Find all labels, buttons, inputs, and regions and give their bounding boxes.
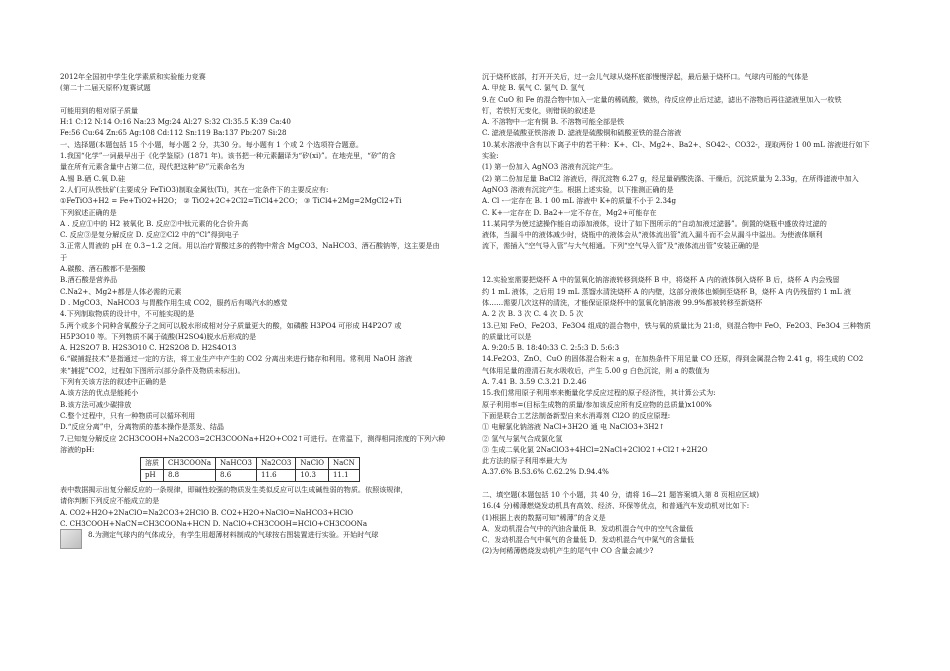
- text-line: 液体，当漏斗中的液体减少时，烧瓶中的液体会从“液体流出管”流入漏斗而不会从漏斗中溢出。为使液体顺利: [482, 230, 823, 240]
- text-line: 下列有关该方法的叙述中正确的是: [60, 377, 167, 387]
- table-cell: 10.3: [296, 470, 329, 482]
- text-line: 9.在 CuO 和 Fe 的混合物中加入一定量的稀硫酸，微热，待反应停止后过滤，滤出不溶物后再往滤液里加入一枚铁: [482, 94, 842, 104]
- text-line: B.酒石酸是营养品: [60, 275, 118, 285]
- table-cell: NaClO: [296, 458, 329, 470]
- text-line: 沉于烧杯底部，打开开关后，过一会儿气球从烧杯底部慢慢浮起，最后悬于烧杯口。气球内可能的气体是: [482, 72, 809, 81]
- text-line: H5P3O10 等。下列物质不属于硫酸(H2SO4)脱水后形成的是: [60, 331, 257, 341]
- text-line: 实验:: [482, 151, 499, 161]
- text-line: (1)根据上表的数据可知“稀薄”的含义是: [482, 512, 606, 522]
- text-line: A.锡 B.硒 C.氧 D.硅: [60, 173, 126, 183]
- text-line: C. CH3COOH+NaCN=CH3COONa+HCN D. NaClO+CH3COOH=HClO+CH3COONa: [60, 518, 368, 528]
- text-line: 流下，需插入“空气导入管”与大气相通。下列“空气导入管”及“液体流出管”安装正确的是: [482, 241, 760, 251]
- table-cell: 11.1: [328, 470, 359, 482]
- text-line: A.该方法的优点是能耗小: [60, 388, 139, 398]
- text-line: 请你判断下列反应不能成立的是: [60, 496, 160, 506]
- text-line: A. 不溶物中一定有铜 B. 不溶物可能全部是铁: [482, 117, 625, 127]
- text-line: 12.实验室需要把烧杯 A 中的氢氧化钠溶液转移到烧杯 B 中，将烧杯 A 内的液体倒入烧杯 B 后，烧杯 A 内会残留: [482, 275, 840, 285]
- text-line: [482, 478, 894, 489]
- right-column: [482, 71, 894, 557]
- ph-table: [140, 457, 360, 482]
- text-line: 约 1 mL 液体，之后用 19 mL 蒸馏水清洗烧杯 A 的内壁，这部分液体也倾倒至烧杯 B，烧杯 A 内仍残留约 1 mL 液: [482, 286, 851, 296]
- text-line: D . MgCO3、NaHCO3 与胃酸作用生成 CO2，服药后有喝汽水的感觉: [60, 297, 288, 307]
- text-line: C. K+一定存在 D. Ba2+一定不存在，Mg2+可能存在: [482, 207, 657, 217]
- question-8-row: [60, 529, 472, 549]
- text-line: A. 9:20:5 B. 18:40:33 C. 2:5:3 D. 5:6:3: [482, 343, 620, 353]
- text-line: 15.我们常用原子利用率来衡量化学反应过程的原子经济性，其计算公式为:: [482, 388, 716, 398]
- text-line: (第二十二届天原杯)复赛试题: [60, 83, 151, 93]
- text-line: A. H2S2O7 B. H2S3O10 C. H2S2O8 D. H2S4O13: [60, 343, 237, 353]
- text-line: 钉，若铁钉无变化，则错误的叙述是: [482, 105, 596, 115]
- text-line: 3.正常人胃液的 pH 在 0.3~1.2 之间。用以治疗胃酸过多的药物中常含 MgCO3、NaHCO3、酒石酸钠等，这主要是由: [60, 241, 440, 251]
- text-line: 1.我国“化学”一词最早出于《化学鉴原》(1871 年)。该书把一种元素翻译为“矽(xi)”。在地壳里，“矽”的含: [60, 151, 396, 161]
- right-text-block: [482, 71, 894, 557]
- text-line: ①FeTiO3+H2 = Fe+TiO2+H2O； ② TiO2+2C+2Cl2=TiCl4+2CO； ③ TiCl4+2Mg=2MgCl2+Ti: [60, 196, 402, 206]
- text-line: ① 电解氯化钠溶液 NaCl+3H2O 通 电 NaClO3+3H2↑: [482, 422, 665, 432]
- text-line: 表中数据揭示出复分解反应的一条规律，即碱性较强的物质发生类似反应可以生成碱性弱的物质。依照该规律，: [60, 485, 408, 495]
- text-line: 2.人们可从铁钛矿(主要成分 FeTiO3)制取金属钛(Ti)，其在一定条件下的主要反应有:: [60, 184, 329, 194]
- question-8-text: 8.为测定气球内的气体成分，有学生用超薄材料制成的气球按右图装置进行实验。开始时气球: [88, 530, 379, 540]
- text-line: 下列叙述正确的是: [60, 207, 117, 217]
- ph-table-value-row: [141, 470, 360, 482]
- text-line: 6.“碳捕捉技术”是指通过一定的方法，将工业生产中产生的 CO2 分离出来进行储存和利用。常利用 NaOH 溶液: [60, 354, 413, 364]
- text-line: 4.下列制取物质的设计中，不可能实现的是: [60, 309, 195, 319]
- text-line: A.37.6% B.53.6% C.62.2% D.94.4%: [482, 467, 609, 477]
- text-line: 溶液的pH:: [60, 444, 95, 454]
- text-line: A.碳酸、酒石酸都不是强酸: [60, 264, 146, 274]
- text-line: A. 7.41 B. 3.59 C.3.21 D.2.46: [482, 377, 587, 387]
- text-line: 体……需要几次这样的清洗，才能保证原烧杯中的氢氧化钠溶液 99.9%都被转移至新烧杯: [482, 297, 763, 307]
- text-line: (2) 第二份加足量 BaCl2 溶液后，得沉淀物 6.27 g，经足量硝酸洗涤、干燥后，沉淀质量为 2.33g，在所得滤液中加入: [482, 173, 859, 183]
- left-column: [60, 71, 472, 549]
- text-line: 下面是联合工艺法制备新型自来水消毒剂 Cl2O 的反应原理:: [482, 410, 671, 420]
- text-line: A. 甲烷 B. 氧气 C. 氯气 D. 氢气: [482, 83, 585, 93]
- text-line: 16.(4 分)稀薄燃烧发动机具有高效、经济、环保等优点，和普通汽车发动机对比如下:: [482, 501, 750, 511]
- text-line: 13.已知 FeO、Fe2O3、Fe3O4 组成的混合物中，铁与氧的质量比为 21:8，则混合物中 FeO、Fe2O3、Fe3O4 三种物质: [482, 320, 871, 330]
- text-line: A．发动机混合气中的汽油含量低 B．发动机混合气中的空气含量低: [482, 523, 694, 533]
- text-line: C.整个过程中，只有一种物质可以循环利用: [60, 410, 196, 420]
- text-line: A. 2 次 B. 3 次 C. 4 次 D. 5 次: [482, 309, 584, 319]
- text-line: A . 反应①中的 H2 被氧化 B. 反应②中钛元素的化合价升高: [60, 218, 249, 228]
- text-line: 量在所有元素含量中占第二位，现代把这种“矽”元素命名为: [60, 162, 245, 172]
- text-line: B.该方法可减少碳排放: [60, 399, 132, 409]
- table-cell: 8.8: [164, 470, 216, 482]
- text-line: H:1 C:12 N:14 O:16 Na:23 Mg:24 Al:27 S:32 Cl:35.5 K:39 Ca:40: [60, 117, 291, 127]
- text-line: C．发动机混合气中氧气的含量低 D．发动机混合气中氮气的含量低: [482, 535, 694, 545]
- ph-table-wrapper: [140, 457, 472, 482]
- table-cell: NaCN: [328, 458, 359, 470]
- text-line: 气体用足量的澄清石灰水吸收后，产生 5.00 g 白色沉淀，则 a 的数值为: [482, 365, 710, 375]
- broken-image-icon: [60, 529, 82, 549]
- table-cell: 8.6: [216, 470, 257, 482]
- table-cell: 溶质: [141, 458, 164, 470]
- text-line: [482, 252, 894, 263]
- text-line: 的质量比可以是: [482, 331, 532, 341]
- text-line: 来“捕捉”CO2，过程如下图所示(部分条件及物质未标出)。: [60, 365, 245, 375]
- table-cell: 11.6: [257, 470, 296, 482]
- text-line: Fe:56 Cu:64 Zn:65 Ag:108 Cd:112 Sn:119 Ba:137 Pb:207 Si:28: [60, 128, 287, 138]
- text-line: (2)为何稀薄燃烧发动机产生的尾气中 CO 含量会减少?: [482, 546, 654, 556]
- text-line: 10.某水溶液中含有以下离子中的若干种：K+、Cl-、Mg2+、Ba2+、SO42-、CO32-，现取两份 1 00 mL 溶液进行如下: [482, 139, 870, 149]
- left-text-block: [60, 71, 472, 455]
- text-line: 可能用到的相对原子质量: [60, 105, 139, 115]
- text-line: 二、填空题(本题包括 10 个小题，共 40 分，请将 16—21 题答案填入第 8 页相应区域): [482, 489, 760, 499]
- text-line: 5.两个或多个同种含氧酸分子之间可以脱水形成相对分子质量更大的酸，如磷酸 H3PO4 可形成 H4P2O7 或: [60, 320, 402, 330]
- text-line: ② 氢气与氯气合成氯化氢: [482, 433, 563, 443]
- ph-table-header-row: [141, 458, 360, 470]
- text-line: C. 滤液是硫酸亚铁溶液 D. 滤液是硫酸铜和硫酸亚铁的混合溶液: [482, 128, 682, 138]
- text-line: 此方法的原子利用率最大为: [482, 456, 568, 466]
- table-cell: pH: [141, 470, 164, 482]
- table-cell: CH3COONa: [164, 458, 216, 470]
- left-text-block-after-table: [60, 484, 472, 529]
- text-line: AgNO3 溶液有沉淀产生。根据上述实验，以下推测正确的是: [482, 184, 674, 194]
- text-line: C.Na2+、Mg2+都是人体必需的元素: [60, 286, 182, 296]
- text-line: (1) 第一份加入 AgNO3 溶液有沉淀产生。: [482, 162, 618, 172]
- text-line: 原子利用率=(目标生成物的质量/参加该反应所有反应物的总质量)x100%: [482, 399, 712, 409]
- text-line: A. CO2+H2O+2NaClO=Na2CO3+2HClO B. CO2+H2O+NaClO=NaHCO3+HClO: [60, 507, 354, 517]
- text-line: [60, 94, 472, 105]
- text-line: 于: [60, 252, 68, 262]
- text-line: A. Cl -一定存在 B. 1 00 mL 溶液中 K+的质量不小于 2.34g: [482, 196, 677, 206]
- text-line: [482, 263, 894, 274]
- text-line: 7.已知复分解反应 2CH3COOH+Na2CO3=2CH3COONa+H2O+CO2↑可进行。在常温下，测得相同浓度的下列六种: [60, 433, 446, 443]
- table-cell: NaHCO3: [216, 458, 257, 470]
- text-line: 一、选择题(本题包括 15 个小题，每小题 2 分，共30 分。每小题有 1 个或 2 个选项符合题意。: [60, 139, 363, 149]
- text-line: ③ 生成二氧化氯 2NaClO3+4HCl=2NaCl+2ClO2↑+Cl2↑+2H2O: [482, 444, 708, 454]
- text-line: 2012年全国初中学生化学素质和实验能力竞赛: [60, 72, 206, 81]
- text-line: 11.某同学为使过滤操作能自动添加液体，设计了如下图所示的“自动加液过滤器”。倒置的烧瓶中盛放待过滤的: [482, 218, 827, 228]
- text-line: 14.Fe2O3、ZnO、CuO 的固体混合粉末 a g，在加热条件下用足量 CO 还原，得到金属混合物 2.41 g，将生成的 CO2: [482, 354, 864, 364]
- table-cell: Na2CO3: [257, 458, 296, 470]
- text-line: C. 反应③是复分解反应 D. 反应②Cl2 中的“Cl”得到电子: [60, 230, 239, 240]
- text-line: D.“反应分离”中，分离物质的基本操作是蒸发、结晶: [60, 422, 224, 432]
